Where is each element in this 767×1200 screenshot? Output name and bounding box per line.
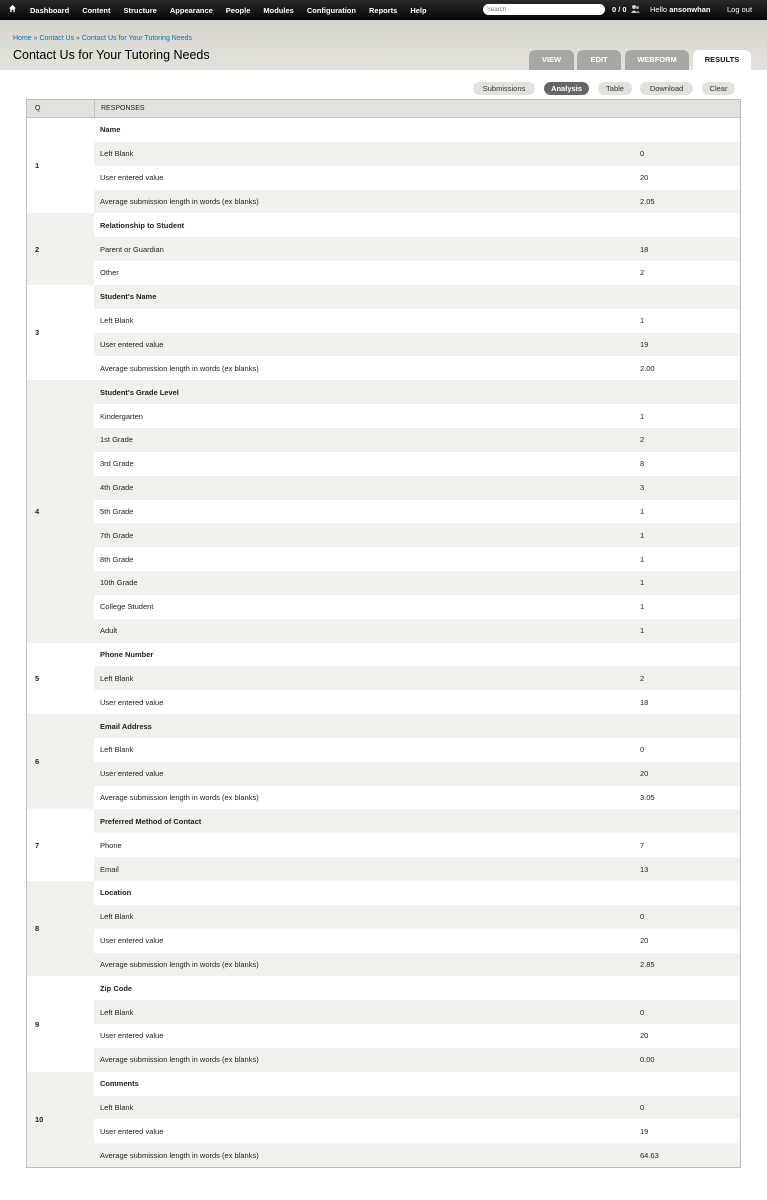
question-number: 6 xyxy=(27,714,94,809)
response-count: 1 xyxy=(640,578,645,588)
question-responses xyxy=(94,1072,740,1167)
table-row xyxy=(94,523,740,547)
response-label: Email xyxy=(100,864,119,874)
table-row xyxy=(94,690,740,714)
response-count: 20 xyxy=(640,769,649,779)
question-group xyxy=(27,809,740,881)
breadcrumb: Home » Contact Us » Contact Us for Your Tutoring Needs xyxy=(13,35,193,42)
table-row xyxy=(94,1143,740,1167)
header-responses: RESPONSES xyxy=(94,100,740,118)
subtab-clear[interactable]: Clear xyxy=(702,82,735,95)
table-row xyxy=(94,404,740,428)
response-label: Average submission length in words (ex blanks) xyxy=(100,196,259,206)
greeting-prefix: Hello xyxy=(650,5,668,14)
table-row xyxy=(94,261,740,285)
table-row xyxy=(94,1000,740,1024)
response-count: 1 xyxy=(640,530,645,540)
question-title-row xyxy=(94,881,740,905)
question-group xyxy=(27,380,740,642)
table-row xyxy=(94,786,740,810)
question-title: Location xyxy=(100,888,132,898)
table-row xyxy=(94,452,740,476)
response-label: Left Blank xyxy=(100,673,134,683)
response-count: 13 xyxy=(640,864,649,874)
response-count: 18 xyxy=(640,697,649,707)
question-responses xyxy=(94,714,740,809)
question-title-row xyxy=(94,714,740,738)
tab-view[interactable]: VIEW xyxy=(529,50,574,70)
question-number: 10 xyxy=(27,1072,94,1167)
question-title: Email Address xyxy=(100,721,152,731)
question-responses xyxy=(94,976,740,1071)
table-row xyxy=(94,619,740,643)
table-row xyxy=(94,547,740,571)
tab-webform[interactable]: WEBFORM xyxy=(625,50,689,70)
toolbar-menu xyxy=(24,6,440,15)
response-label: 7th Grade xyxy=(100,530,134,540)
question-responses xyxy=(94,809,740,881)
response-count: 1 xyxy=(640,411,645,421)
table-row xyxy=(94,666,740,690)
response-count: 1 xyxy=(640,626,645,636)
secondary-tabs xyxy=(0,82,767,96)
question-number: 5 xyxy=(27,643,94,715)
question-number: 9 xyxy=(27,976,94,1071)
table-row xyxy=(94,428,740,452)
page-title: Contact Us for Your Tutoring Needs xyxy=(13,48,210,62)
people-icon xyxy=(631,4,640,14)
menu-item-structure[interactable]: Structure xyxy=(123,5,157,15)
response-count: 0 xyxy=(640,1103,645,1113)
subtab-analysis[interactable]: Analysis xyxy=(544,82,589,95)
response-label: 8th Grade xyxy=(100,554,134,564)
response-label: User entered value xyxy=(100,1031,164,1041)
response-count: 8 xyxy=(640,459,645,469)
response-label: 5th Grade xyxy=(100,506,134,516)
question-responses xyxy=(94,643,740,715)
question-number: 4 xyxy=(27,380,94,642)
tab-edit[interactable]: EDIT xyxy=(577,50,621,70)
menu-item-reports[interactable]: Reports xyxy=(368,5,398,15)
response-label: Average submission length in words (ex blanks) xyxy=(100,793,259,803)
question-group xyxy=(27,976,740,1071)
response-label: Left Blank xyxy=(100,149,134,159)
table-row xyxy=(94,595,740,619)
table-row xyxy=(94,762,740,786)
menu-item-people[interactable]: People xyxy=(225,5,251,15)
response-count: 19 xyxy=(640,1126,649,1136)
response-count: 3 xyxy=(640,483,645,493)
subtab-download[interactable]: Download xyxy=(640,82,693,95)
question-group xyxy=(27,213,740,285)
response-label: Left Blank xyxy=(100,912,134,922)
table-row xyxy=(94,237,740,261)
user-greeting xyxy=(650,5,710,14)
question-title: Comments xyxy=(100,1079,139,1089)
question-number: 7 xyxy=(27,809,94,881)
header-q: Q xyxy=(35,105,41,112)
question-title: Student's Grade Level xyxy=(100,387,179,397)
response-label: User entered value xyxy=(100,936,164,946)
question-group xyxy=(27,643,740,715)
question-group xyxy=(27,714,740,809)
table-row xyxy=(94,1119,740,1143)
table-row xyxy=(94,857,740,881)
home-icon[interactable] xyxy=(0,4,24,16)
response-count: 2.00 xyxy=(640,363,655,373)
response-count: 19 xyxy=(640,340,649,350)
response-count: 3.05 xyxy=(640,793,655,803)
table-header xyxy=(27,100,740,118)
menu-item-appearance[interactable]: Appearance xyxy=(169,5,213,15)
response-count: 2 xyxy=(640,435,645,445)
response-label: Left Blank xyxy=(100,1007,134,1017)
response-label: Left Blank xyxy=(100,1103,134,1113)
table-row xyxy=(94,953,740,977)
response-count: 20 xyxy=(640,173,649,183)
response-count: 1 xyxy=(640,506,645,516)
question-responses xyxy=(94,213,740,285)
response-count: 2.85 xyxy=(640,959,655,969)
table-row xyxy=(94,356,740,380)
response-count: 1 xyxy=(640,554,645,564)
table-row xyxy=(94,476,740,500)
tab-results[interactable]: RESULTS xyxy=(693,50,751,70)
table-row xyxy=(94,738,740,762)
response-count: 7 xyxy=(640,840,645,850)
menu-item-modules[interactable]: Modules xyxy=(263,5,294,15)
table-row xyxy=(94,1096,740,1120)
online-count: 0 / 0 xyxy=(612,5,627,14)
question-title-row xyxy=(94,213,740,237)
response-label: Left Blank xyxy=(100,745,134,755)
response-label: Average submission length in words (ex blanks) xyxy=(100,959,259,969)
response-label: User entered value xyxy=(100,340,164,350)
response-label: 3rd Grade xyxy=(100,459,134,469)
response-label: 10th Grade xyxy=(100,578,138,588)
table-row xyxy=(94,500,740,524)
menu-item-configuration[interactable]: Configuration xyxy=(306,5,356,15)
question-title-row xyxy=(94,1072,740,1096)
subtab-table[interactable]: Table xyxy=(598,82,632,95)
table-row xyxy=(94,905,740,929)
response-label: Parent or Guardian xyxy=(100,244,164,254)
table-row xyxy=(94,333,740,357)
username[interactable]: ansonwhan xyxy=(669,5,711,14)
response-label: Other xyxy=(100,268,119,278)
response-count: 0 xyxy=(640,745,645,755)
table-body xyxy=(27,118,740,1167)
breadcrumb-current[interactable]: Contact Us for Your Tutoring Needs xyxy=(81,35,193,42)
response-count: 0 xyxy=(640,149,645,159)
analysis-table xyxy=(26,99,741,1168)
response-label: Average submission length in words (ex blanks) xyxy=(100,1055,259,1065)
response-count: 0 xyxy=(640,1007,645,1017)
response-label: Average submission length in words (ex blanks) xyxy=(100,1150,259,1160)
question-title: Preferred Method of Contact xyxy=(100,816,202,826)
question-title-row xyxy=(94,285,740,309)
breadcrumb-home[interactable]: Home xyxy=(13,35,32,42)
table-row xyxy=(94,571,740,595)
response-count: 20 xyxy=(640,936,649,946)
response-count: 2 xyxy=(640,673,645,683)
question-responses xyxy=(94,380,740,642)
breadcrumb-contact-us[interactable]: Contact Us xyxy=(39,35,75,42)
table-row xyxy=(94,142,740,166)
question-title: Phone Number xyxy=(100,649,154,659)
question-responses xyxy=(94,881,740,976)
response-label: Phone xyxy=(100,840,122,850)
page-header xyxy=(0,20,767,70)
question-title-row xyxy=(94,380,740,404)
admin-toolbar xyxy=(0,0,767,20)
table-row xyxy=(94,929,740,953)
search-input[interactable] xyxy=(483,4,605,15)
response-count: 1 xyxy=(640,316,645,326)
response-count: 2.05 xyxy=(640,196,655,206)
table-row xyxy=(94,166,740,190)
question-title: Zip Code xyxy=(100,983,133,993)
question-group xyxy=(27,285,740,380)
table-row xyxy=(94,309,740,333)
response-count: 0.00 xyxy=(640,1055,655,1065)
question-title: Name xyxy=(100,125,121,135)
response-label: Left Blank xyxy=(100,316,134,326)
question-number: 3 xyxy=(27,285,94,380)
table-row xyxy=(94,1048,740,1072)
question-title-row xyxy=(94,809,740,833)
response-label: 4th Grade xyxy=(100,483,134,493)
response-label: User entered value xyxy=(100,1126,164,1136)
response-count: 20 xyxy=(640,1031,649,1041)
response-label: User entered value xyxy=(100,697,164,707)
response-count: 1 xyxy=(640,602,645,612)
question-group xyxy=(27,118,740,213)
question-title-row xyxy=(94,976,740,1000)
table-row xyxy=(94,190,740,214)
question-title-row xyxy=(94,643,740,667)
response-label: Average submission length in words (ex blanks) xyxy=(100,363,259,373)
question-responses xyxy=(94,118,740,213)
response-count: 18 xyxy=(640,244,649,254)
table-row xyxy=(94,833,740,857)
menu-item-content[interactable]: Content xyxy=(82,5,111,15)
question-group xyxy=(27,881,740,976)
logout-link[interactable]: Log out xyxy=(727,5,753,14)
question-number: 1 xyxy=(27,118,94,213)
question-number: 2 xyxy=(27,213,94,285)
table-row xyxy=(94,1024,740,1048)
subtab-submissions[interactable]: Submissions xyxy=(473,82,535,95)
response-label: 1st Grade xyxy=(100,435,133,445)
response-label: User entered value xyxy=(100,769,164,779)
response-count: 2 xyxy=(640,268,645,278)
response-label: Adult xyxy=(100,626,118,636)
response-count: 0 xyxy=(640,912,645,922)
response-label: User entered value xyxy=(100,173,164,183)
question-title: Student's Name xyxy=(100,292,157,302)
menu-item-dashboard[interactable]: Dashboard xyxy=(30,5,70,15)
response-label: College Student xyxy=(100,602,154,612)
question-title: Relationship to Student xyxy=(100,220,185,230)
question-responses xyxy=(94,285,740,380)
menu-item-help[interactable]: Help xyxy=(410,5,427,15)
question-group xyxy=(27,1072,740,1167)
question-number: 8 xyxy=(27,881,94,976)
question-title-row xyxy=(94,118,740,142)
response-label: Kindergarten xyxy=(100,411,143,421)
response-count: 64.63 xyxy=(640,1150,659,1160)
